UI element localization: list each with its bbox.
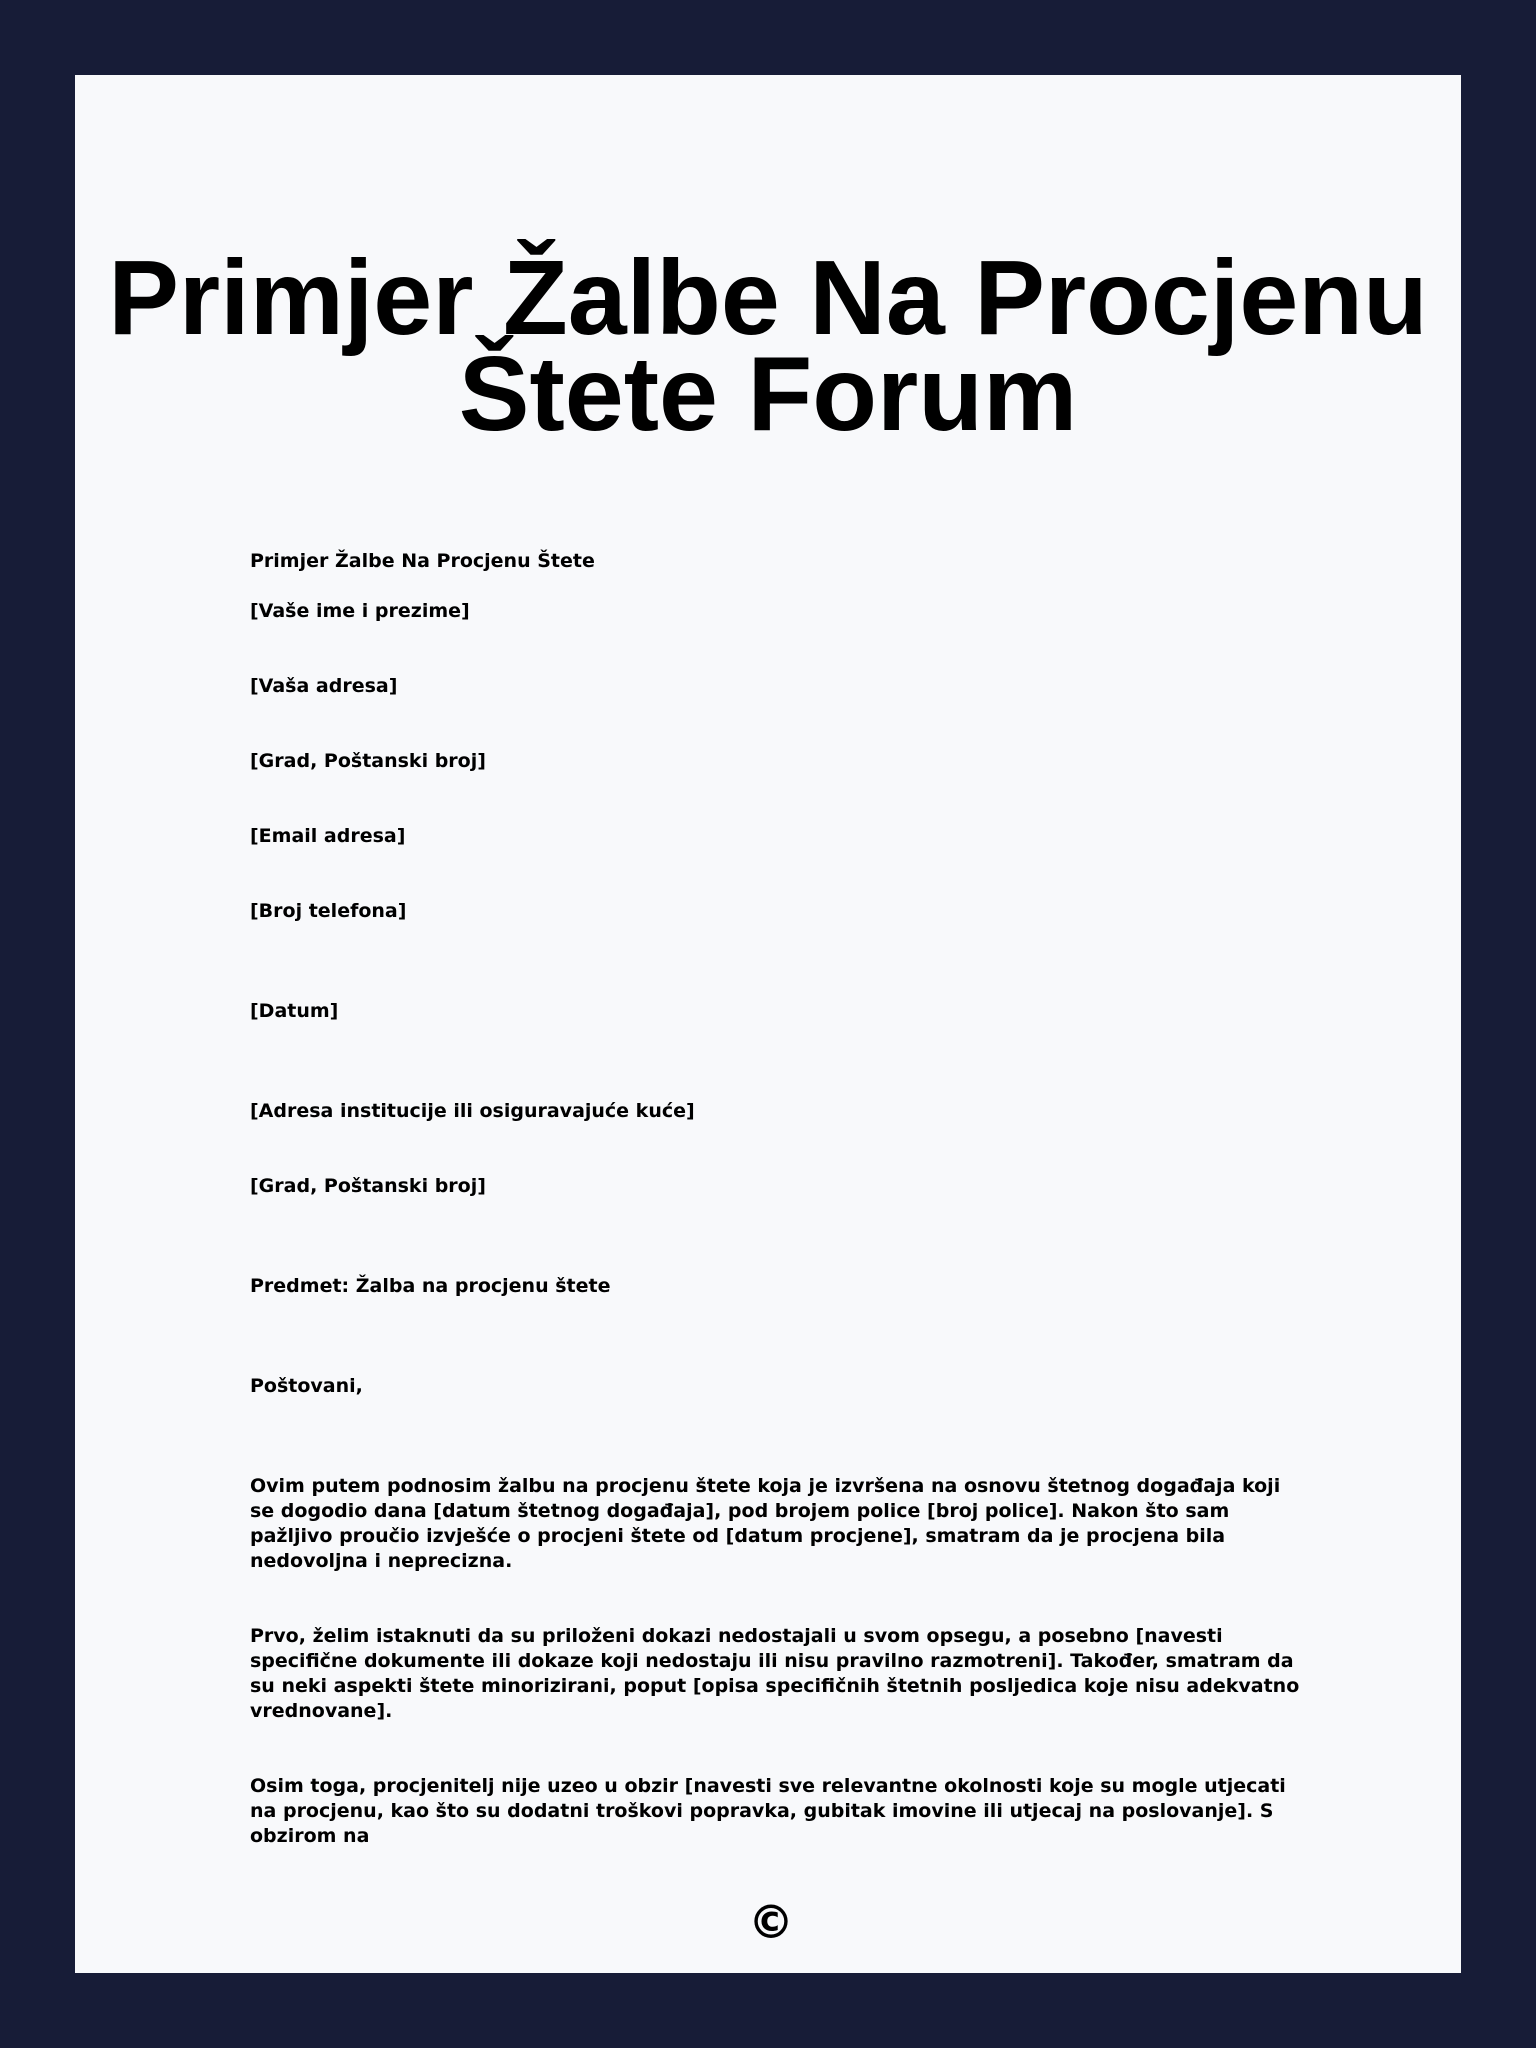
letter-subject: Predmet: Žalba na procjenu štete [250,1275,611,1297]
body-paragraph-2: Prvo, želim istaknuti da su priloženi dokazi nedostajali u svom opsegu, a posebno [navesti specifične dokumente ili dokaze koji nedostaju ili nisu pravilno razmotreni]. Također, smatram da su neki aspekti štete minorizirani, poput [opisa specifičnih štetnih posljedica koje nisu adekvatno vrednovane]. [250,1625,1300,1722]
body-paragraph-1: Ovim putem podnosim žalbu na procjenu štete koja je izvršena na osnovu štetnog događaja koji se dogodio dana [datum štetnog događaja], pod brojem police [broj police]. Nakon što sam pažljivo proučio izvješće o procjeni štete od [datum procjene], smatram da je procjena bila nedovoljna i neprecizna. [250,1475,1281,1572]
letter-subtitle: Primjer Žalbe Na Procjenu Štete [250,550,595,572]
sender-city: [Grad, Poštanski broj] [250,750,486,772]
letter-date: [Datum] [250,1000,339,1022]
letter-greeting: Poštovani, [250,1375,363,1397]
document-page [75,75,1461,1973]
recipient-address: [Adresa institucije ili osiguravajuće kuće] [250,1100,695,1122]
body-paragraph-3: Osim toga, procjenitelj nije uzeo u obzir [navesti sve relevantne okolnosti koje su mogle utjecati na procjenu, kao što su dodatni troškovi popravka, gubitak imovine ili utjecaj na poslovanje]. S obzirom na [250,1775,1286,1847]
letter-body [250,549,1300,1901]
sender-email: [Email adresa] [250,825,406,847]
recipient-city: [Grad, Poštanski broj] [250,1175,486,1197]
copyright-icon: © [748,1895,794,1949]
sender-phone: [Broj telefona] [250,900,407,922]
sender-name: [Vaše ime i prezime] [250,600,470,622]
sender-address: [Vaša adresa] [250,675,398,697]
page-title: Primjer Žalbe Na Procjenu Štete Forum [108,239,1428,453]
